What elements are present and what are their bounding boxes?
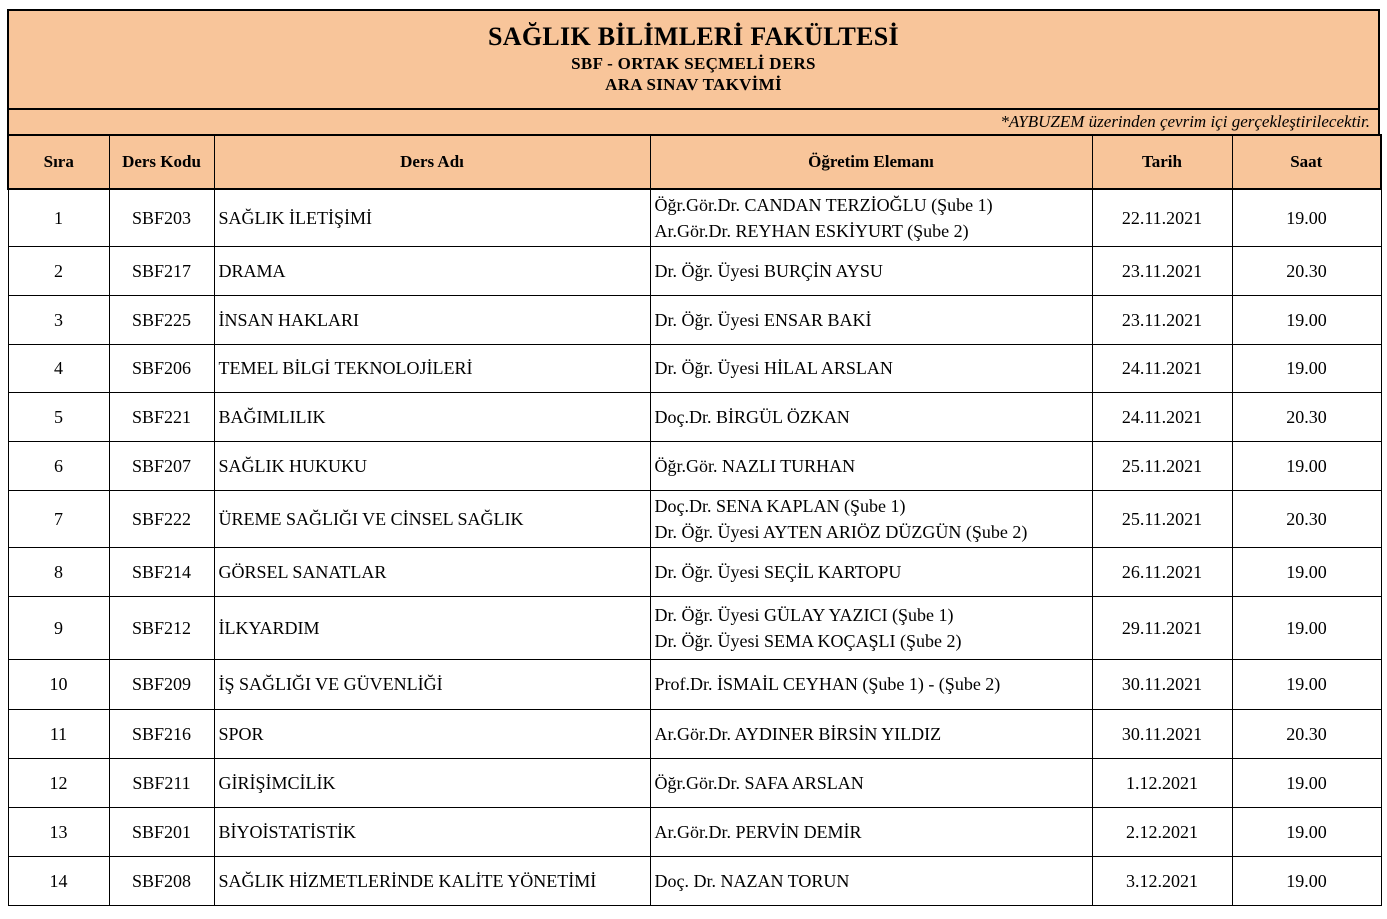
- cell-ders-adi: BİYOİSTATİSTİK: [214, 807, 650, 856]
- cell-saat: 19.00: [1232, 295, 1381, 344]
- schedule-subtitle: ARA SINAV TAKVİMİ: [605, 75, 782, 94]
- table-row: [8, 709, 1381, 758]
- cell-tarih: 22.11.2021: [1092, 189, 1232, 246]
- cell-tarih: 23.11.2021: [1092, 295, 1232, 344]
- instructor-line: Prof.Dr. İSMAİL CEYHAN (Şube 1) - (Şube 2): [654, 674, 1001, 694]
- cell-ogretim-elemani: [650, 189, 1092, 246]
- cell-tarih: 25.11.2021: [1092, 490, 1232, 547]
- table-row: [8, 441, 1381, 490]
- cell-ders-kodu: SBF203: [109, 189, 214, 246]
- online-note: *AYBUZEM üzerinden çevrim içi gerçekleştirilecektir.: [7, 110, 1380, 134]
- cell-ders-kodu: SBF208: [109, 856, 214, 905]
- cell-sira: 4: [8, 344, 109, 392]
- table-row: [8, 659, 1381, 709]
- table-row: [8, 807, 1381, 856]
- cell-ogretim-elemani: [650, 344, 1092, 392]
- title-block: [7, 9, 1380, 110]
- table-row: [8, 189, 1381, 246]
- cell-sira: 12: [8, 758, 109, 807]
- cell-tarih: 1.12.2021: [1092, 758, 1232, 807]
- instructor-line: Öğr.Gör.Dr. CANDAN TERZİOĞLU (Şube 1): [654, 194, 993, 215]
- cell-ders-kodu: SBF206: [109, 344, 214, 392]
- cell-tarih: 23.11.2021: [1092, 246, 1232, 295]
- cell-ogretim-elemani: [650, 547, 1092, 596]
- table-row: [8, 392, 1381, 441]
- cell-ders-adi: SAĞLIK HİZMETLERİNDE KALİTE YÖNETİMİ: [214, 856, 650, 905]
- instructor-line: Öğr.Gör. NAZLI TURHAN: [654, 455, 856, 476]
- cell-sira: 8: [8, 547, 109, 596]
- instructor-line: Doç.Dr. SENA KAPLAN (Şube 1): [654, 495, 906, 516]
- cell-ders-adi: DRAMA: [214, 246, 650, 295]
- cell-ders-kodu: SBF217: [109, 246, 214, 295]
- table-row: [8, 758, 1381, 807]
- cell-sira: 5: [8, 392, 109, 441]
- cell-ders-adi: SAĞLIK İLETİŞİMİ: [214, 189, 650, 246]
- table-header-row: [8, 135, 1381, 189]
- cell-ders-kodu: SBF225: [109, 295, 214, 344]
- cell-sira: 3: [8, 295, 109, 344]
- faculty-title: SAĞLIK BİLİMLERİ FAKÜLTESİ: [488, 22, 899, 51]
- instructor-line: Ar.Gör.Dr. REYHAN ESKİYURT (Şube 2): [654, 220, 969, 241]
- cell-tarih: 3.12.2021: [1092, 856, 1232, 905]
- cell-saat: 20.30: [1232, 490, 1381, 547]
- cell-sira: 6: [8, 441, 109, 490]
- cell-ders-kodu: SBF216: [109, 709, 214, 758]
- table-row: [8, 547, 1381, 596]
- instructor-line: Ar.Gör.Dr. AYDINER BİRSİN YILDIZ: [654, 723, 942, 744]
- instructor-line: Doç. Dr. NAZAN TORUN: [654, 870, 850, 891]
- cell-saat: 19.00: [1232, 659, 1381, 709]
- cell-saat: 20.30: [1232, 392, 1381, 441]
- instructor-line: Dr. Öğr. Üyesi AYTEN ARIÖZ DÜZGÜN (Şube 2): [654, 521, 1028, 542]
- cell-ogretim-elemani: [650, 295, 1092, 344]
- cell-ders-kodu: SBF201: [109, 807, 214, 856]
- cell-ders-kodu: SBF211: [109, 758, 214, 807]
- cell-tarih: 29.11.2021: [1092, 596, 1232, 659]
- instructor-line: Dr. Öğr. Üyesi SEMA KOÇAŞLI (Şube 2): [654, 630, 962, 651]
- exam-table: [7, 134, 1382, 906]
- cell-ogretim-elemani: [650, 659, 1092, 709]
- cell-sira: 1: [8, 189, 109, 246]
- cell-sira: 9: [8, 596, 109, 659]
- cell-saat: 20.30: [1232, 709, 1381, 758]
- cell-tarih: 24.11.2021: [1092, 392, 1232, 441]
- table-row: [8, 596, 1381, 659]
- cell-ders-adi: TEMEL BİLGİ TEKNOLOJİLERİ: [214, 344, 650, 392]
- col-header-ders-adi: Ders Adı: [214, 135, 650, 189]
- col-header-ogretim-elemani: Öğretim Elemanı: [650, 135, 1092, 189]
- cell-sira: 7: [8, 490, 109, 547]
- table-row: [8, 490, 1381, 547]
- cell-ogretim-elemani: [650, 758, 1092, 807]
- cell-sira: 13: [8, 807, 109, 856]
- cell-sira: 2: [8, 246, 109, 295]
- cell-saat: 19.00: [1232, 856, 1381, 905]
- cell-saat: 19.00: [1232, 547, 1381, 596]
- table-row: [8, 344, 1381, 392]
- table-row: [8, 856, 1381, 905]
- instructor-line: Öğr.Gör.Dr. SAFA ARSLAN: [654, 772, 864, 793]
- cell-tarih: 2.12.2021: [1092, 807, 1232, 856]
- cell-ogretim-elemani: [650, 709, 1092, 758]
- cell-saat: 19.00: [1232, 758, 1381, 807]
- course-group-subtitle: SBF - ORTAK SEÇMELİ DERS: [571, 54, 816, 73]
- table-row: [8, 295, 1381, 344]
- cell-saat: 19.00: [1232, 189, 1381, 246]
- cell-sira: 10: [8, 659, 109, 709]
- instructor-line: Dr. Öğr. Üyesi BURÇİN AYSU: [654, 260, 883, 281]
- cell-tarih: 30.11.2021: [1092, 709, 1232, 758]
- instructor-line: Dr. Öğr. Üyesi GÜLAY YAZICI (Şube 1): [654, 604, 954, 625]
- cell-ogretim-elemani: [650, 441, 1092, 490]
- cell-ders-kodu: SBF212: [109, 596, 214, 659]
- instructor-line: Dr. Öğr. Üyesi ENSAR BAKİ: [654, 309, 872, 330]
- cell-ogretim-elemani: [650, 490, 1092, 547]
- cell-ders-kodu: SBF207: [109, 441, 214, 490]
- cell-ders-kodu: SBF221: [109, 392, 214, 441]
- cell-ogretim-elemani: [650, 596, 1092, 659]
- cell-saat: 19.00: [1232, 344, 1381, 392]
- cell-ders-adi: İŞ SAĞLIĞI VE GÜVENLİĞİ: [214, 659, 650, 709]
- col-header-sira: Sıra: [8, 135, 109, 189]
- cell-ders-adi: BAĞIMLILIK: [214, 392, 650, 441]
- instructor-line: Dr. Öğr. Üyesi HİLAL ARSLAN: [654, 358, 893, 378]
- col-header-ders-kodu: Ders Kodu: [109, 135, 214, 189]
- instructor-line: Doç.Dr. BİRGÜL ÖZKAN: [654, 406, 850, 427]
- cell-ders-adi: GÖRSEL SANATLAR: [214, 547, 650, 596]
- cell-ders-adi: ÜREME SAĞLIĞI VE CİNSEL SAĞLIK: [214, 490, 650, 547]
- cell-ogretim-elemani: [650, 856, 1092, 905]
- cell-ders-adi: SPOR: [214, 709, 650, 758]
- cell-ders-adi: İLKYARDIM: [214, 596, 650, 659]
- cell-ders-kodu: SBF214: [109, 547, 214, 596]
- cell-sira: 11: [8, 709, 109, 758]
- cell-ogretim-elemani: [650, 807, 1092, 856]
- col-header-saat: Saat: [1232, 135, 1381, 189]
- cell-ogretim-elemani: [650, 392, 1092, 441]
- exam-schedule-sheet: [7, 9, 1380, 906]
- cell-saat: 19.00: [1232, 441, 1381, 490]
- cell-ogretim-elemani: [650, 246, 1092, 295]
- instructor-line: Dr. Öğr. Üyesi SEÇİL KARTOPU: [654, 561, 902, 582]
- cell-ders-adi: SAĞLIK HUKUKU: [214, 441, 650, 490]
- cell-saat: 19.00: [1232, 596, 1381, 659]
- cell-ders-adi: İNSAN HAKLARI: [214, 295, 650, 344]
- col-header-tarih: Tarih: [1092, 135, 1232, 189]
- cell-saat: 19.00: [1232, 807, 1381, 856]
- cell-tarih: 25.11.2021: [1092, 441, 1232, 490]
- cell-tarih: 26.11.2021: [1092, 547, 1232, 596]
- cell-tarih: 30.11.2021: [1092, 659, 1232, 709]
- cell-ders-kodu: SBF222: [109, 490, 214, 547]
- instructor-line: Ar.Gör.Dr. PERVİN DEMİR: [654, 821, 862, 842]
- cell-ders-kodu: SBF209: [109, 659, 214, 709]
- cell-ders-adi: GİRİŞİMCİLİK: [214, 758, 650, 807]
- cell-sira: 14: [8, 856, 109, 905]
- cell-tarih: 24.11.2021: [1092, 344, 1232, 392]
- table-row: [8, 246, 1381, 295]
- cell-saat: 20.30: [1232, 246, 1381, 295]
